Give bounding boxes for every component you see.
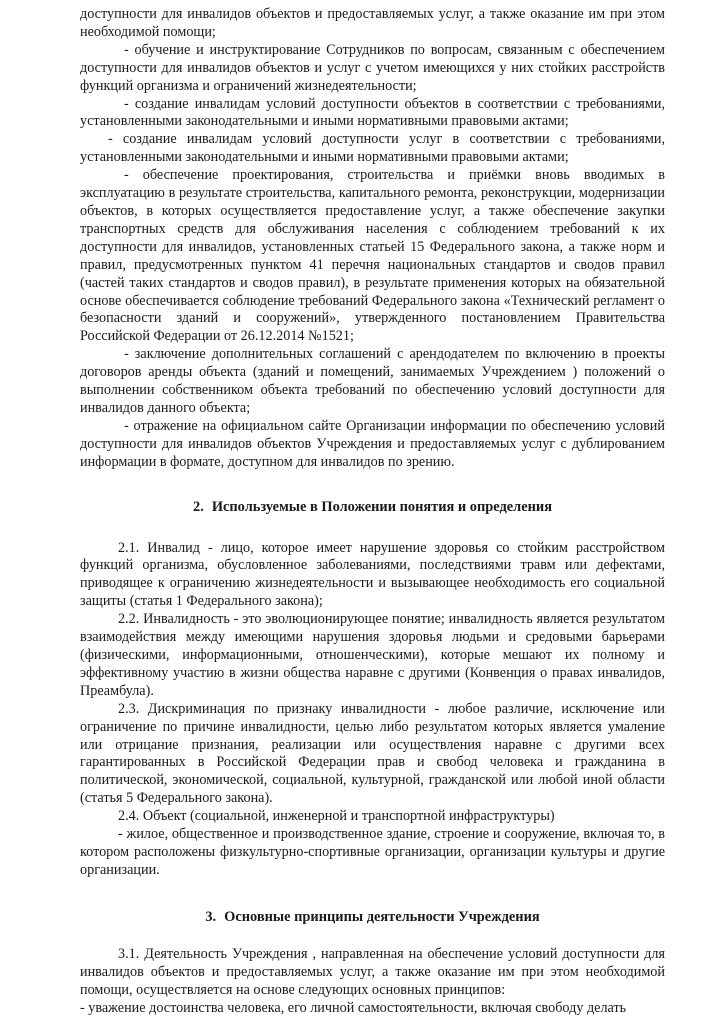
list-item: - заключение дополнительных соглашений с арендодателем по включению в проекты договоров аренды объекта (зданий и помещений, занимаемых Учреждением ) положений о выполнении собственником объекта требований по обеспечению условий доступности для инвалидов данного объекта; [80,346,665,418]
section-3-title: Основные принципы деятельности Учреждения [224,909,540,925]
definition-2-4: 2.4. Объект (социальной, инженерной и транспортной инфраструктуры) [80,808,665,826]
list-item: - обучение и инструктирование Сотрудников по вопросам, связанным с обеспечением доступности для инвалидов объектов и услуг с учетом имеющихся у них стойких расстройств функций организма и ограничений жизнедеятельности; [80,42,665,96]
paragraph: доступности для инвалидов объектов и предоставляемых услуг, а также оказание им при этом необходимой помощи; [80,6,665,42]
principle-3-1: 3.1. Деятельность Учреждения , направленная на обеспечение условий доступности для инвалидов объектов и предоставляемых услуг, а также оказание им при этом необходимой помощи, осуществляется на основе следующих основных принципов: [80,946,665,1000]
list-item: - отражение на официальном сайте Организации информации по обеспечению условий доступности для инвалидов объектов Учреждения и предоставляемых услуг с дублированием информации в формате, доступном для инвалидов по зрению. [80,418,665,472]
list-item: - создание инвалидам условий доступности объектов в соответствии с требованиями, установленными законодательными и иными нормативными правовыми актами; [80,96,665,132]
section-3-number: 3. [205,909,216,925]
list-item: - обеспечение проектирования, строительства и приёмки вновь вводимых в эксплуатацию в результате строительства, капитального ремонта, реконструкции, модернизации объектов, в которых осуществляется предоставление услуг, а также обеспечение закупки транспортных средств для обслуживания населения с соблюдением требований к их доступности для инвалидов, установленных статьей 15 Федерального закона, а также норм и правил, предусмотренных пунктом 41 перечня национальных стандартов и сводов правил (частей таких стандартов и сводов правил), в результате применения которых на обязательной основе обеспечивается соблюдение требований Федерального закона «Технический регламент о безопасности зданий и сооружений», утвержденного постановлением Правительства Российской Федерации от 26.12.2014 №1521; [80,167,665,346]
definition-2-3: 2.3. Дискриминация по признаку инвалидности - любое различие, исключение или ограничение по причине инвалидности, целью либо результатом которых является умаление или отрицание признания, реализации или осуществления наравне с другими всех гарантированных в Российской Федерации прав и свобод человека и гражданина в политической, экономической, социальной, культурной, гражданской или любой иной области (статья 5 Федерального закона). [80,701,665,808]
section-2-title: Используемые в Положении понятия и определения [212,499,552,515]
list-item: - уважение достоинства человека, его личной самостоятельности, включая свободу делать [80,1000,665,1017]
section-2-number: 2. [193,499,204,515]
section-2-heading [80,498,665,516]
definition-2-4-text: - жилое, общественное и производственное здание, строение и сооружение, включая то, в котором расположены физкультурно-спортивные организации, организации культуры и другие организации. [80,826,665,880]
list-item: - создание инвалидам условий доступности услуг в соответствии с требованиями, установленными законодательными и иными нормативными правовыми актами; [80,131,665,167]
section-3-heading [80,908,665,926]
definition-2-2: 2.2. Инвалидность - это эволюционирующее понятие; инвалидность является результатом взаимодействия между имеющими нарушения здоровья людьми и средовыми барьерами (физическими, информационными, отношенческими), которые мешают их полному и эффективному участию в жизни общества наравне с другими (Конвенция о правах инвалидов, Преамбула). [80,611,665,701]
document-body [80,6,665,1017]
definition-2-1: 2.1. Инвалид - лицо, которое имеет нарушение здоровья со стойким расстройством функций организма, обусловленное заболеваниями, последствиями травм или дефектами, приводящее к ограничению жизнедеятельности и вызывающее необходимость его социальной защиты (статья 1 Федерального закона); [80,540,665,612]
